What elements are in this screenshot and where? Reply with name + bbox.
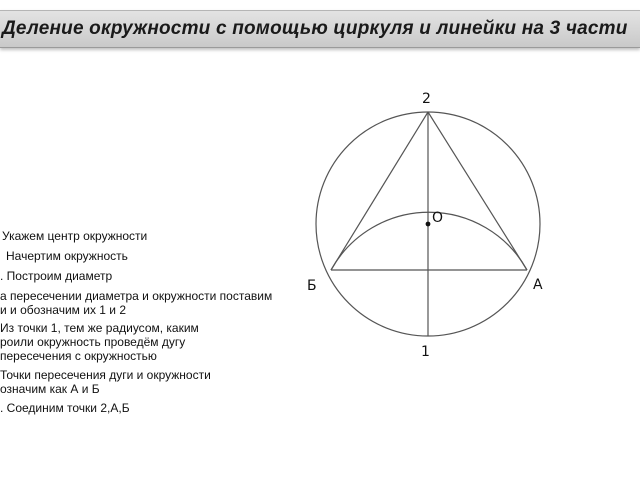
step-5-text-line1: Из точки 1, тем же радиусом, каким bbox=[0, 321, 199, 335]
label-point-1: 1 bbox=[421, 344, 430, 360]
page-title: Деление окружности с помощью циркуля и линейки на 3 части bbox=[2, 18, 628, 39]
arc-from-point-1 bbox=[331, 212, 527, 270]
label-center-o: O bbox=[432, 210, 444, 226]
center-dot bbox=[426, 222, 431, 227]
step-4-text-line1: а пересечении диаметра и окружности поставим bbox=[0, 289, 273, 303]
side-2-b bbox=[331, 112, 428, 270]
label-point-2: 2 bbox=[422, 91, 431, 107]
step-3-text: . Построим диаметр bbox=[0, 269, 113, 283]
step-5-text-line2: роили окружность проведём дугу bbox=[0, 335, 186, 349]
label-point-b: Б bbox=[307, 278, 317, 294]
step-6-text-line1: Точки пересечения дуги и окружности bbox=[0, 368, 211, 382]
step-6-text-line2: означим как А и Б bbox=[0, 382, 100, 396]
side-2-a bbox=[428, 112, 527, 270]
step-2-text: Начертим окружность bbox=[6, 249, 128, 263]
label-point-a: А bbox=[533, 277, 543, 293]
step-7-text: . Соединим точки 2,А,Б bbox=[0, 401, 130, 415]
step-4-text-line2: и и обозначим их 1 и 2 bbox=[0, 303, 126, 317]
step-1-text: Укажем центр окружности bbox=[2, 229, 148, 243]
step-5-text-line3: пересечения с окружностью bbox=[0, 349, 157, 363]
